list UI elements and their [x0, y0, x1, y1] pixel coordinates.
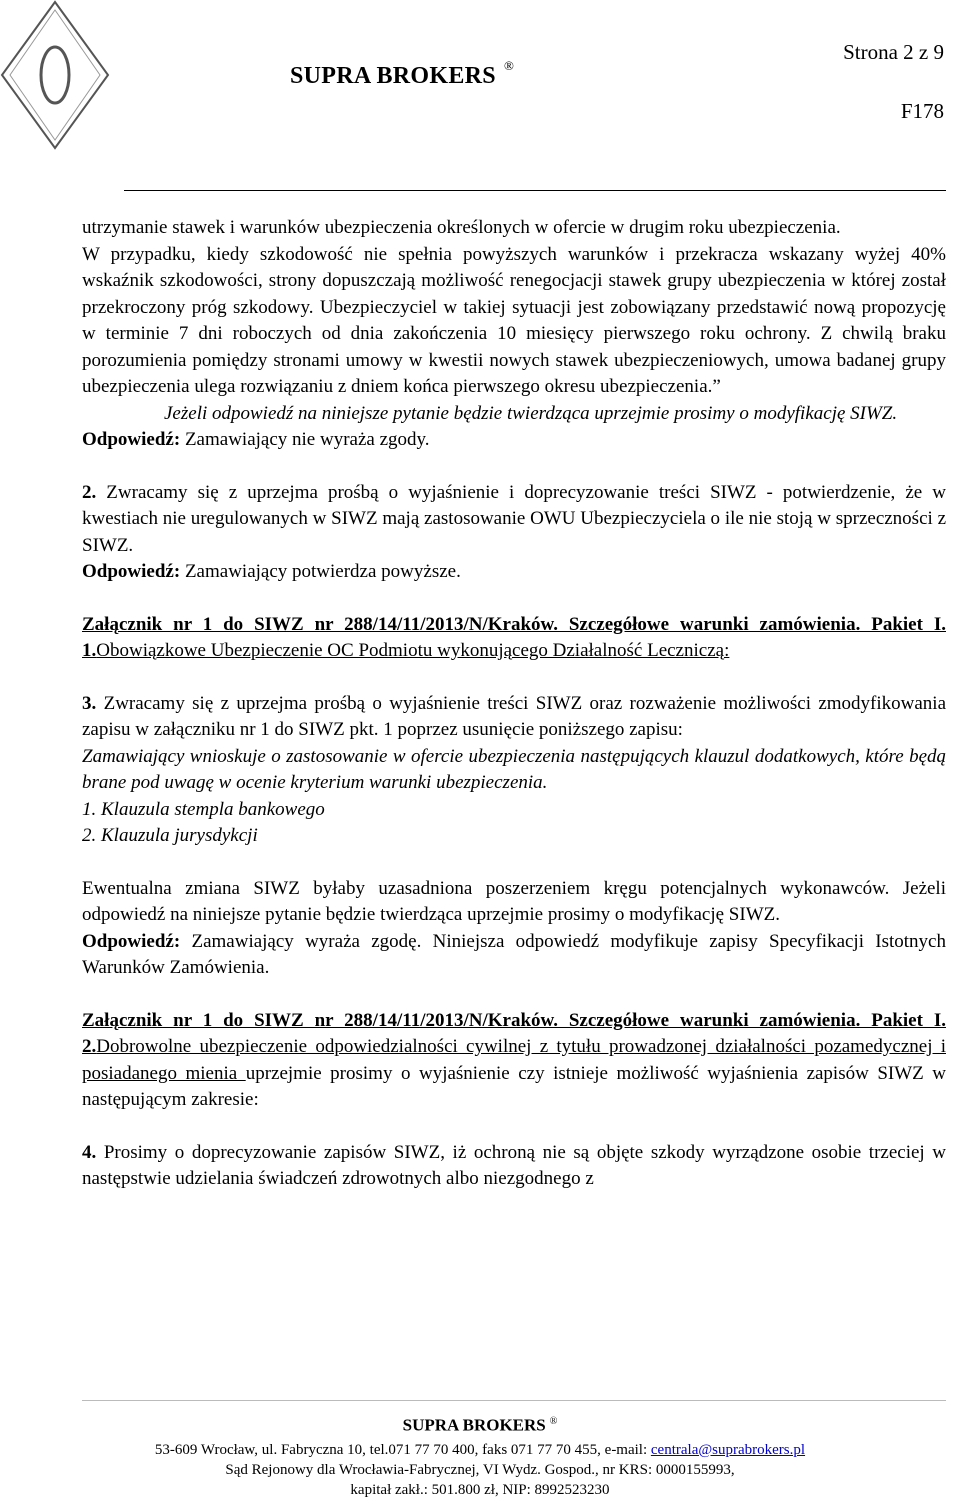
question-3-note: Ewentualna zmiana SIWZ byłaby uzasadniona poszerzeniem kręgu potencjalnych wykonawców. Jeżeli odpowiedź na niniejsze pytanie będzie twierdząca uprzejmie prosimy o modyfikację SIWZ.	[82, 877, 946, 925]
footer-divider	[82, 1400, 946, 1401]
document-body	[82, 215, 946, 1193]
header-divider	[124, 190, 946, 191]
answer-3: Odpowiedź: Zamawiający wyraża zgodę. Niniejsza odpowiedź modyfikuje zapisy Specyfikacji Istotnych Warunków Zamówienia.	[82, 930, 946, 978]
footer-capital: kapitał zakł.: 501.800 zł, NIP: 8992523230	[350, 1481, 610, 1498]
page-number: Strona 2 z 9	[843, 40, 944, 64]
footer-brand: SUPRA BROKERS ®	[402, 1415, 558, 1435]
question-2: 2. Zwracamy się z uprzejma prośbą o wyjaśnienie i doprecyzowanie treści SIWZ - potwierdzenie, że w kwestiach nie uregulowanych w SIWZ mają zastosowanie OWU Ubezpieczyciela o ile nie stoją w sprzeczności z SIWZ.	[82, 481, 946, 556]
attachment-heading-1: Załącznik nr 1 do SIWZ nr 288/14/11/2013/N/Kraków. Szczegółowe warunki zamówienia. Pakiet I. 1.Obowiązkowe Ubezpieczenie OC Podmiotu wykonującego Działalność Leczniczą:	[82, 613, 946, 661]
email-link[interactable]: centrala@suprabrokers.pl	[650, 1441, 806, 1458]
question-3: 3. Zwracamy się z uprzejma prośbą o wyjaśnienie treści SIWZ oraz rozważenie możliwości zmodyfikowania zapisu w załączniku nr 1 do SIWZ pkt. 1 poprzez usunięcie poniższego zapisu:	[82, 692, 946, 740]
document-code: F178	[900, 99, 944, 123]
paragraph-2: W przypadku, kiedy szkodowość nie spełnia powyższych warunków i przekracza wskazany wyżej 40% wskaźnik szkodowości, strony dopuszczają możliwość renegocjacji stawek grupy ubezpieczenia w której został przekroczony próg szkodowy. Ubezpieczyciel w takiej sytuacji jest zobowiązany przedstawić nową propozycję w terminie 7 dni roboczych od dnia zakończenia 10 miesięcy pierwszego roku ochrony. Z chwilą braku porozumienia pomiędzy stronami umowy w kwestii nowych stawek ubezpieczeniowych, umowa badanej grupy ubezpieczenia ulega rozwiązaniu z dniem końca pierwszego okresu ubezpieczenia.”	[82, 243, 946, 397]
header-brand: SUPRA BROKERS ®	[290, 58, 515, 89]
clause-item-1: 1. Klauzula stempla bankowego	[82, 798, 325, 820]
footer-registry: Sąd Rejonowy dla Wrocławia-Fabrycznej, VI Wydz. Gospod., nr KRS: 0000155993,	[225, 1461, 735, 1478]
clause-item-2: 2. Klauzula jurysdykcji	[82, 825, 258, 846]
question-3-quote: Zamawiający wnioskuje o zastosowanie w ofercie ubezpieczenia następujących klauzul dodatkowych, które będą brane pod uwagę w ocenie kryterium warunki ubezpieczenia.	[82, 745, 946, 793]
paragraph-1: utrzymanie stawek i warunków ubezpieczenia określonych w ofercie w drugim roku ubezpieczenia.	[82, 217, 841, 238]
attachment-heading-2: Załącznik nr 1 do SIWZ nr 288/14/11/2013/N/Kraków. Szczegółowe warunki zamówienia. Pakiet I. 2.Dobrowolne ubezpieczenie odpowiedzialności cywilnej z tytułu prowadzonej działalności pozamedycznej i posiadanego mienia uprzejmie prosimy o wyjaśnienie czy istnieje możliwość wyjaśnienia zapisów SIWZ w następującym zakresie:	[82, 1009, 946, 1110]
paragraph-3-request: Jeżeli odpowiedź na niniejsze pytanie będzie twierdząca uprzejmie prosimy o modyfikację SIWZ.	[164, 402, 898, 424]
answer-1: Odpowiedź: Zamawiający nie wyraża zgody.	[82, 429, 430, 450]
footer-address: 53-609 Wrocław, ul. Fabryczna 10, tel.071 77 70 400, faks 071 77 70 455, e-mail: centrala@suprabrokers.pl	[154, 1441, 806, 1458]
question-4: 4. Prosimy o doprecyzowanie zapisów SIWZ, iż ochroną nie są objęte szkody wyrządzone osobie trzeciej w następstwie udzielania świadczeń zdrowotnych albo niezgodnego z	[82, 1141, 946, 1189]
answer-2: Odpowiedź: Zamawiający potwierdza powyższe.	[82, 561, 461, 582]
supra-brokers-logo	[0, 0, 110, 150]
footer	[0, 1412, 960, 1500]
